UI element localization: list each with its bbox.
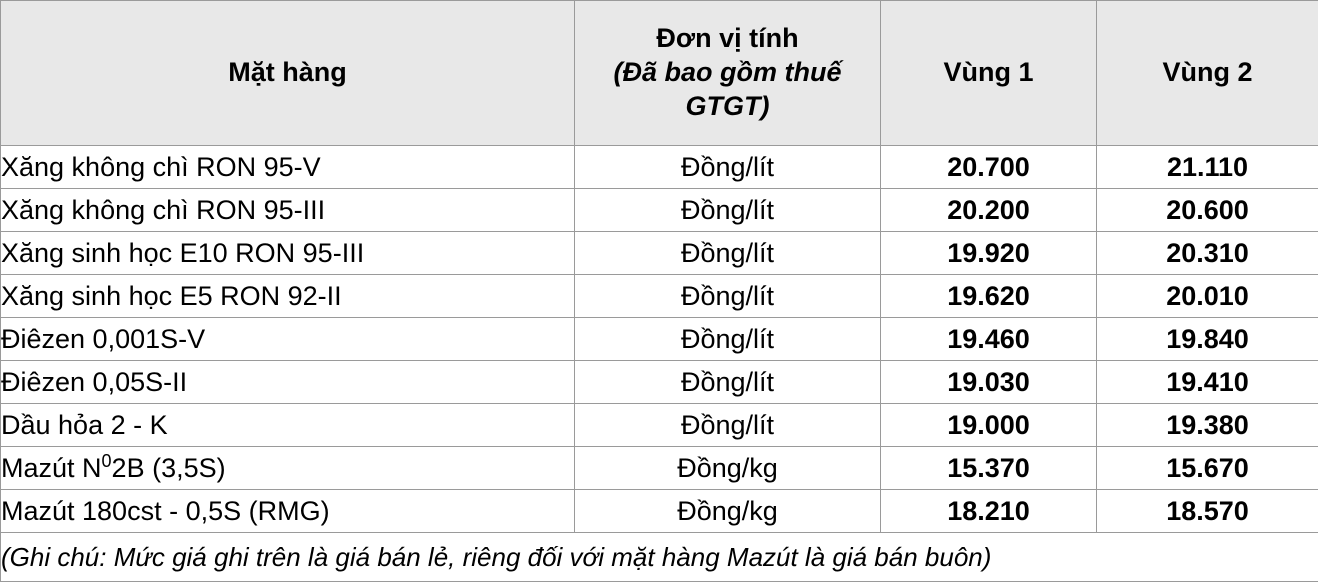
- cell-item: Xăng sinh học E5 RON 92-II: [1, 275, 575, 318]
- cell-unit: Đồng/lít: [575, 232, 881, 275]
- cell-zone2: 18.570: [1097, 490, 1318, 533]
- table-row: [1, 318, 1318, 361]
- cell-item: Xăng không chì RON 95-V: [1, 146, 575, 189]
- cell-zone2: 20.010: [1097, 275, 1318, 318]
- table-row: [1, 189, 1318, 232]
- cell-zone2: 19.380: [1097, 404, 1318, 447]
- table-row: [1, 490, 1318, 533]
- cell-item: Xăng sinh học E10 RON 95-III: [1, 232, 575, 275]
- cell-unit: Đồng/lít: [575, 275, 881, 318]
- cell-item: Dầu hỏa 2 - K: [1, 404, 575, 447]
- table-row: [1, 275, 1318, 318]
- cell-zone1: 20.200: [881, 189, 1097, 232]
- table-note: (Ghi chú: Mức giá ghi trên là giá bán lẻ, riêng đối với mặt hàng Mazút là giá bán buôn): [1, 533, 1318, 582]
- cell-item: Điêzen 0,001S-V: [1, 318, 575, 361]
- cell-item: Điêzen 0,05S-II: [1, 361, 575, 404]
- column-header-unit-sub: (Đã bao gồm thuế GTGT): [613, 57, 842, 121]
- column-header-zone1: Vùng 1: [881, 1, 1097, 146]
- cell-unit: Đồng/lít: [575, 404, 881, 447]
- column-header-unit-main: Đơn vị tính: [656, 23, 799, 54]
- table-body: [1, 146, 1318, 582]
- cell-zone2: 20.600: [1097, 189, 1318, 232]
- cell-zone2: 20.310: [1097, 232, 1318, 275]
- cell-zone1: 19.620: [881, 275, 1097, 318]
- cell-zone1: 19.460: [881, 318, 1097, 361]
- cell-item-superscript: 0: [101, 450, 112, 471]
- cell-zone1: 20.700: [881, 146, 1097, 189]
- cell-zone1: 18.210: [881, 490, 1097, 533]
- cell-zone2: 15.670: [1097, 447, 1318, 490]
- table-row: [1, 146, 1318, 189]
- table-header-row: [1, 1, 1318, 146]
- cell-zone2: 19.840: [1097, 318, 1318, 361]
- cell-unit: Đồng/lít: [575, 361, 881, 404]
- table-header: [1, 1, 1318, 146]
- cell-zone1: 19.030: [881, 361, 1097, 404]
- table-row: [1, 447, 1318, 490]
- cell-zone1: 19.920: [881, 232, 1097, 275]
- cell-unit: Đồng/kg: [575, 490, 881, 533]
- cell-unit: Đồng/lít: [575, 146, 881, 189]
- cell-unit: Đồng/lít: [575, 318, 881, 361]
- cell-zone2: 19.410: [1097, 361, 1318, 404]
- table-row: [1, 361, 1318, 404]
- cell-zone1: 15.370: [881, 447, 1097, 490]
- cell-zone1: 19.000: [881, 404, 1097, 447]
- cell-item: Mazút 180cst - 0,5S (RMG): [1, 490, 575, 533]
- cell-item: [1, 447, 575, 490]
- table-row: [1, 404, 1318, 447]
- cell-item-text-tail: 2B (3,5S): [111, 452, 226, 483]
- cell-zone2: 21.110: [1097, 146, 1318, 189]
- column-header-unit: [575, 1, 881, 146]
- column-header-zone2: Vùng 2: [1097, 1, 1318, 146]
- cell-unit: Đồng/lít: [575, 189, 881, 232]
- cell-item: Xăng không chì RON 95-III: [1, 189, 575, 232]
- column-header-item: Mặt hàng: [1, 1, 575, 146]
- cell-unit: Đồng/kg: [575, 447, 881, 490]
- table-note-row: [1, 533, 1318, 582]
- table-row: [1, 232, 1318, 275]
- cell-item-text: Mazút N: [1, 452, 102, 483]
